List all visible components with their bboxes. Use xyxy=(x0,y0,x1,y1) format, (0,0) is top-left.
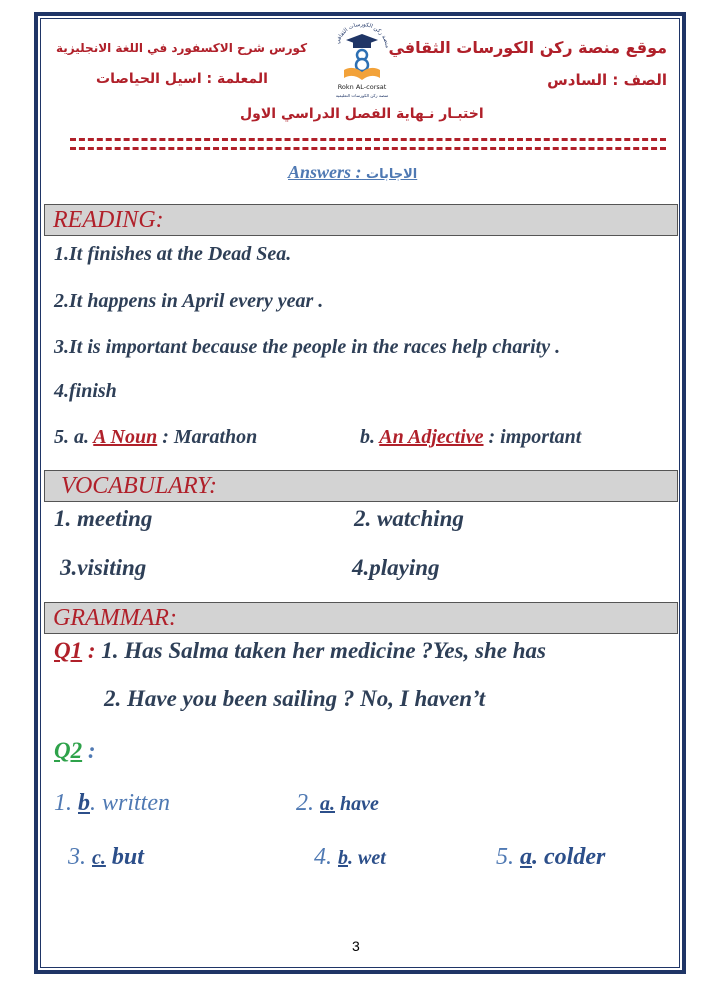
q2-item-text: but xyxy=(105,844,144,870)
q1-label: Q1 xyxy=(54,638,83,663)
dashed-divider xyxy=(70,138,666,152)
reading-heading: READING: xyxy=(53,207,164,233)
reading-answer-3: 3.It is important because the people in the races help charity . xyxy=(54,336,561,358)
q2-item-letter: b xyxy=(338,847,348,869)
q2-item-2 xyxy=(296,790,379,817)
adjective-label: An Adjective xyxy=(379,426,484,448)
vocabulary-section-bar xyxy=(44,470,678,502)
q2-label: Q2 xyxy=(54,738,83,763)
answers-en: Answers : xyxy=(288,162,362,182)
q2-item-num: 5. xyxy=(496,844,514,870)
vocabulary-heading: VOCABULARY: xyxy=(61,473,217,499)
grammar-section-bar xyxy=(44,602,678,634)
exam-title: اختبـار نـهاية الفصل الدراسي الاول xyxy=(240,106,484,122)
q2-item-num: 3. xyxy=(68,844,86,870)
reading-answer-5b xyxy=(360,426,581,449)
q2-item-num: 2. xyxy=(296,790,314,816)
reading-answer-5 xyxy=(54,426,257,449)
logo-arc-text: منصة ركن الكورسات الثقافي xyxy=(334,21,390,49)
reading-section-bar xyxy=(44,204,678,236)
reading-answer-1: 1.It finishes at the Dead Sea. xyxy=(54,243,292,265)
course-title: كورس شرح الاكسفورد في اللغة الانجليزية xyxy=(56,41,308,55)
q2-item-letter: b xyxy=(78,790,90,816)
noun-label: A Noun xyxy=(93,426,158,448)
page-number: 3 xyxy=(352,938,360,954)
q2-item-5 xyxy=(496,844,605,871)
vocab-answer-3: 3.visiting xyxy=(60,555,147,580)
q2-line xyxy=(54,738,96,764)
reading-answer-2: 2.It happens in April every year . xyxy=(54,290,324,312)
q2-item-1 xyxy=(54,790,170,817)
q2-item-4 xyxy=(314,844,386,871)
platform-logo xyxy=(326,20,398,102)
q1-line-1 xyxy=(54,638,546,664)
teacher-label: المعلمة : اسيل الحياصات xyxy=(96,71,268,87)
q2-item-letter: a. xyxy=(320,793,335,815)
vocab-answer-4: 4.playing xyxy=(352,555,440,580)
q2-item-letter: c. xyxy=(92,847,106,869)
q2-item-num: 4. xyxy=(314,844,332,870)
logo-text: Rokn AL-corsat xyxy=(337,83,387,91)
q2-item-letter: a xyxy=(520,844,532,870)
vocab-answer-2: 2. watching xyxy=(354,506,464,531)
reading-answer-4: 4.finish xyxy=(54,380,117,402)
q2-item-text: . written xyxy=(90,790,171,816)
q1-answer-2: 2. Have you been sailing ? No, I haven’t xyxy=(104,686,486,711)
a5-b-prefix: b. xyxy=(360,426,375,448)
noun-sep: : xyxy=(162,426,169,448)
q2-colon: : xyxy=(87,738,96,763)
a5-prefix: 5. a. xyxy=(54,426,89,448)
q1-colon: : xyxy=(87,638,96,663)
logo-subtext: منصة ركن الكورسات التعليمية xyxy=(335,93,389,98)
q2-item-text: . wet xyxy=(348,847,386,869)
q1-answer-1: 1. Has Salma taken her medicine ?Yes, she has xyxy=(101,638,546,663)
adjective-value: : important xyxy=(488,426,582,448)
answers-ar: الاجابات xyxy=(366,167,418,182)
noun-value: Marathon xyxy=(173,426,258,448)
q2-item-3 xyxy=(68,844,144,871)
q2-item-num: 1. xyxy=(54,790,72,816)
vocab-answer-1: 1. meeting xyxy=(54,506,153,531)
q2-item-text: have xyxy=(335,793,379,815)
answers-heading xyxy=(288,162,417,183)
q2-item-text: . colder xyxy=(532,844,606,870)
grammar-heading: GRAMMAR: xyxy=(53,605,177,631)
grade-label: الصف : السادس xyxy=(547,71,667,89)
site-title: موقع منصة ركن الكورسات الثقافي xyxy=(388,38,667,57)
